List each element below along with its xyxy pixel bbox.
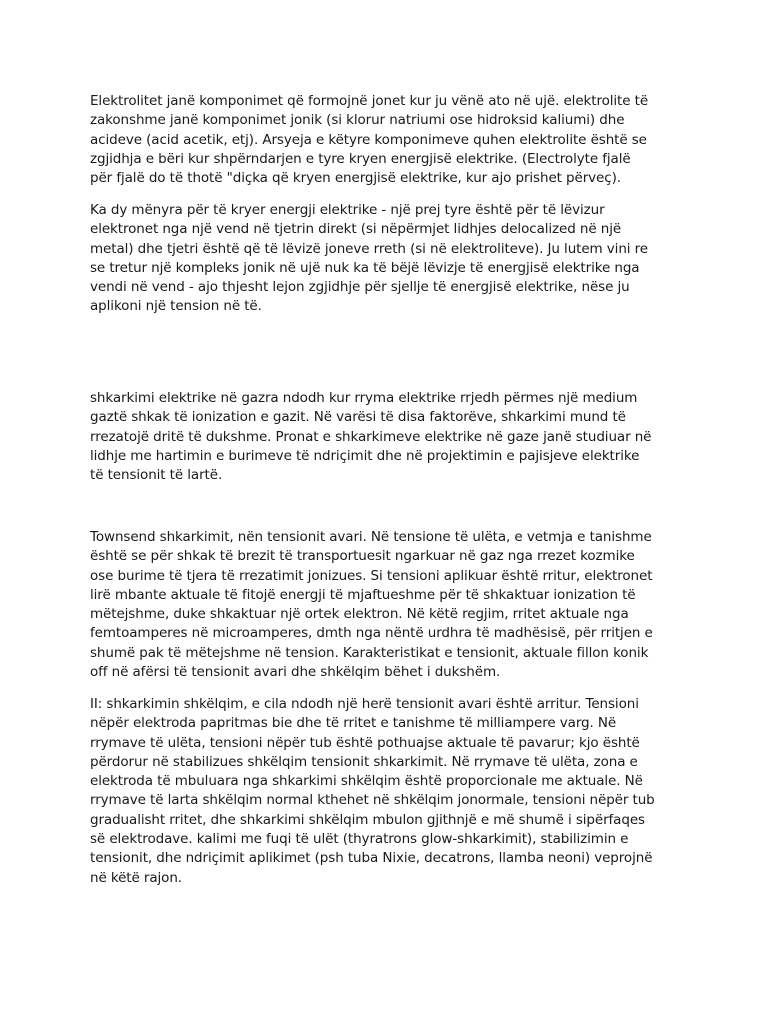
paragraph-conduction-methods: Ka dy mënyra për të kryer energji elektrike - një prej tyre është për të lëvizur elektronet nga një vend në tjetrin direkt (si nëpërmjet lidhjes delocalized në një metal) dhe tjetri është që të lëvizë joneve rreth (si në elektroliteve). Ju lutem vini re se tretur një kompleks jonik në ujë nuk ka të bëjë lëvizje të energjisë elektrike nga vendi në vend - ajo thjesht lejon zgjidhje për sjellje të energjisë elektrike, nëse ju aplikoni një tension në të.: [90, 202, 648, 315]
paragraph-electrolytes: Elektrolitet janë komponimet që formojnë jonet kur ju vënë ato në ujë. elektrolite të zakonshme janë komponimet jonik (si klorur natriumi ose hidroksid kaliumi) dhe acideve (acid acetik, etj). Arsyeja e këtyre komponimeve quhen elektrolite është se zgjidhja e bëri kur shpërndarjen e tyre kryen energjisë elektrike. (Electrolyte fjalë për fjalë do të thotë "diçka që kryen energjisë elektrike, kur ajo prishet përveç).: [90, 93, 649, 187]
paragraph-glow-discharge: II: shkarkimin shkëlqim, e cila ndodh një herë tensionit avari është arritur. Tensioni nëpër elektroda papritmas bie dhe të rritet e tanishme të milliampere varg. Në rrymave të ulëta, tensioni nëpër tub është pothuajse aktuale të pavarur; kjo është përdorur në stabilizues shkëlqim tensionit shkarkimit. Në rrymave të ulëta, zona e elektroda të mbuluara nga shkarkimi shkëlqim është proporcionale me aktuale. Në rrymave të larta shkëlqim normal kthehet në shkëlqim jonormale, tensioni nëpër tub gradualisht rritet, dhe shkarkimi shkëlqim mbulon gjithnjë e më shumë i sipërfaqes së elektrodave. kalimi me fuqi të ulët (thyratrons glow-shkarkimit), stabilizimin e tensionit, dhe ndriçimit aplikimet (psh tuba Nixie, decatrons, llamba neoni) veprojnë në këtë rajon.: [90, 696, 655, 886]
paragraph-townsend-discharge: Townsend shkarkimit, nën tensionit avari. Në tensione të ulëta, e vetmja e tanishme është se për shkak të brezit të transportuesit ngarkuar në gaz nga rrezet kozmike ose burime të tjera të rrezatimit jonizues. Si tensioni aplikuar është rritur, elektronet lirë mbante aktuale të fitojë energji të mjaftueshme për të shkaktuar ionization të mëtejshme, duke shkaktuar një ortek elektron. Në këtë regjim, rritet aktuale nga femtoamperes në microamperes, dmth nga nëntë urdhra të madhësisë, për rritjen e shumë pak të mëtejshme në tension. Karakteristikat e tensionit, aktuale fillon konik off në afërsi të tensionit avari dhe shkëlqim bëhet i dukshëm.: [90, 529, 653, 681]
paragraph-gas-discharge: shkarkimi elektrike në gazra ndodh kur rryma elektrike rrjedh përmes një medium gaztë shkak të ionization e gazit. Në varësi të disa faktorëve, shkarkimi mund të rrezatojë dritë të dukshme. Pronat e shkarkimeve elektrike në gaze janë studiuar në lidhje me hartimin e burimeve të ndriçimit dhe në projektimin e pajisjeve elektrike të tensionit të lartë.: [90, 390, 652, 484]
